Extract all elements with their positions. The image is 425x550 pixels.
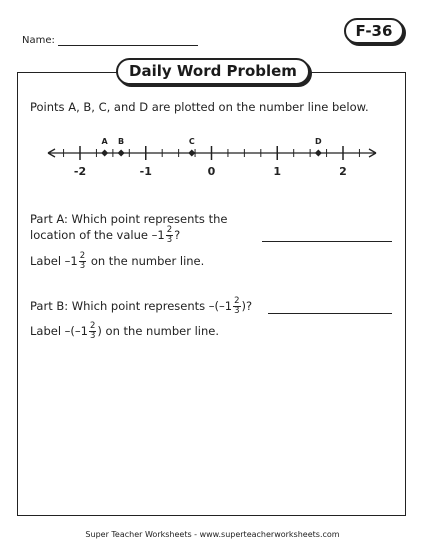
point-marker (101, 150, 108, 157)
fraction-denominator: 3 (79, 261, 86, 271)
tick-label: -2 (73, 165, 87, 178)
point-marker (118, 150, 125, 157)
fraction-numerator: 2 (89, 321, 96, 331)
footer-text: Super Teacher Worksheets - www.superteacherworksheets.com (85, 530, 340, 539)
fraction-denominator: 3 (234, 306, 240, 316)
part-b-label-prefix: Label –(–1 (30, 324, 88, 338)
tick-label: 1 (273, 165, 282, 178)
name-field-line[interactable] (58, 45, 198, 46)
point-label: D (315, 137, 322, 146)
part-a-line2-prefix: location of the value –1 (30, 228, 165, 242)
fraction (233, 297, 240, 316)
part-a-label-prefix: Label –1 (30, 254, 78, 268)
part-b-answer-line[interactable] (268, 313, 392, 314)
fraction-denominator: 3 (89, 331, 96, 341)
part-b-question (30, 297, 252, 316)
part-a-question-line1: Part A: Which point represents the (30, 212, 228, 226)
point-marker (188, 150, 195, 157)
part-a-answer-line[interactable] (262, 241, 392, 242)
part-a-label-instruction (30, 252, 204, 271)
fraction-numerator: 2 (234, 296, 240, 306)
part-b-label-instruction (30, 322, 219, 341)
name-label: Name: (22, 35, 55, 46)
number-line (0, 130, 425, 190)
worksheet-code-badge: F-36 (344, 18, 404, 44)
fraction-denominator: 3 (166, 235, 173, 245)
intro-text: Points A, B, C, and D are plotted on the number line below. (30, 100, 369, 114)
point-marker (315, 150, 322, 157)
fraction (89, 322, 96, 341)
part-a-line2-suffix: ? (174, 228, 181, 242)
part-b-q-prefix: Part B: Which point represents –(–1 (30, 299, 233, 313)
fraction-numerator: 2 (166, 225, 173, 235)
point-label: B (118, 137, 125, 146)
fraction (166, 226, 173, 245)
point-label: A (101, 137, 108, 146)
tick-label: -1 (139, 165, 152, 178)
part-a-label-suffix: on the number line. (90, 254, 205, 268)
fraction (79, 252, 86, 271)
tick-label: 0 (207, 165, 216, 178)
part-a-question-line2 (30, 226, 180, 245)
fraction-numerator: 2 (79, 251, 86, 261)
part-b-label-suffix: ) on the number line. (97, 324, 220, 338)
part-b-q-suffix: )? (241, 299, 253, 313)
tick-label: 2 (339, 165, 347, 178)
title-banner: Daily Word Problem (116, 58, 310, 85)
point-label: C (188, 137, 195, 146)
